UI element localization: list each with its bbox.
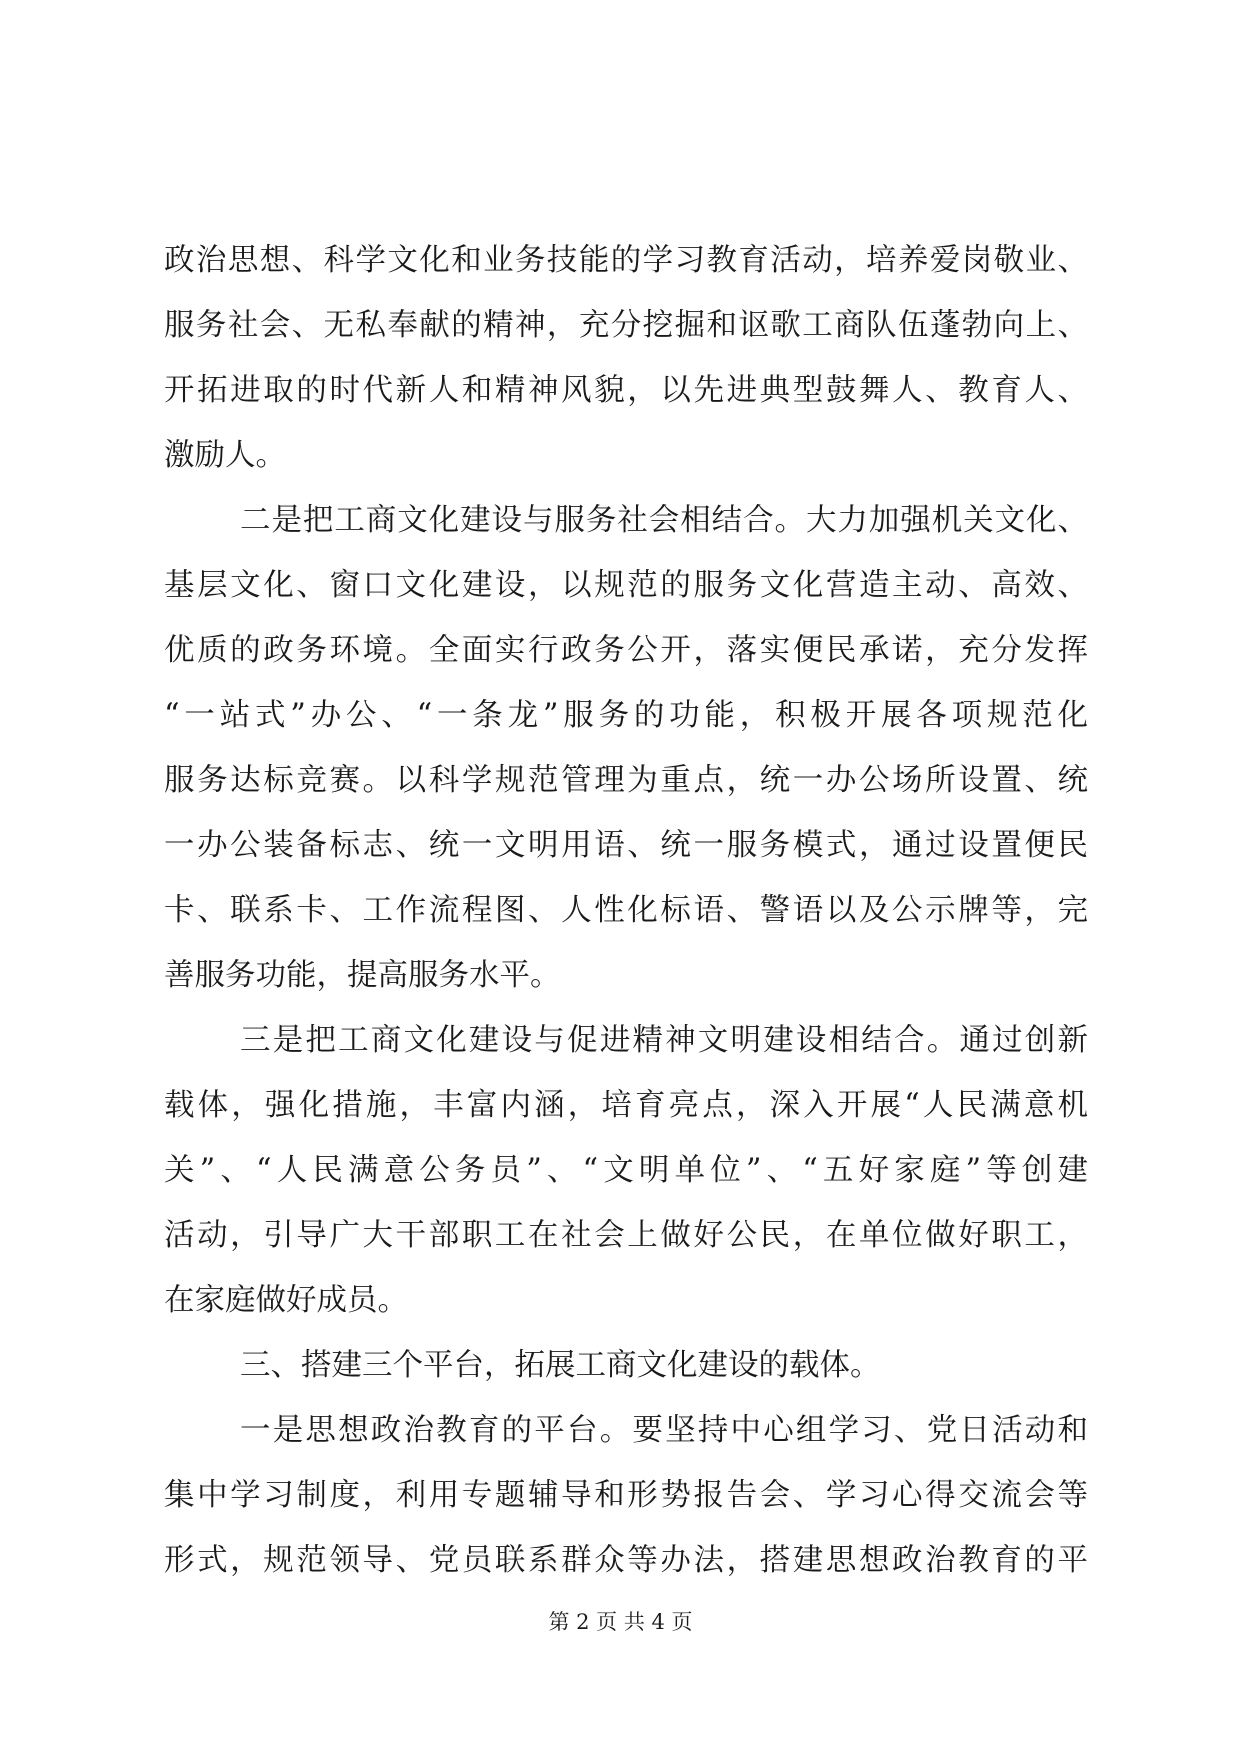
text-line: 服务社会、无私奉献的精神，充分挖掘和讴歌工商队伍蓬勃向上、 — [164, 308, 1088, 343]
text-line: 形式，规范领导、党员联系群众等办法，搭建思想政治教育的平 — [164, 1543, 1088, 1578]
text-line: 卡、联系卡、工作流程图、人性化标语、警语以及公示牌等，完 — [164, 893, 1088, 928]
text-line: 服务达标竞赛。以科学规范管理为重点，统一办公场所设置、统 — [164, 763, 1088, 798]
text-line: 集中学习制度，利用专题辅导和形势报告会、学习心得交流会等 — [164, 1478, 1088, 1513]
text-line: 激励人。 — [164, 438, 286, 473]
text-line: 活动，引导广大干部职工在社会上做好公民，在单位做好职工， — [164, 1218, 1088, 1253]
page-indicator: 第 2 页 共 4 页 — [548, 1610, 693, 1634]
paragraph-first-line: 三是把工商文化建设与促进精神文明建设相结合。通过创新 — [240, 1023, 1088, 1058]
page-footer — [0, 1606, 1241, 1636]
text-line: 善服务功能，提高服务水平。 — [164, 958, 561, 993]
text-line: “一站式”办公、“一条龙”服务的功能，积极开展各项规范化 — [164, 698, 1088, 733]
text-line: 开拓进取的时代新人和精神风貌，以先进典型鼓舞人、教育人、 — [164, 373, 1088, 408]
text-line: 载体，强化措施，丰富内涵，培育亮点，深入开展“人民满意机 — [164, 1088, 1088, 1123]
text-line: 关”、“人民满意公务员”、“文明单位”、“五好家庭”等创建 — [164, 1153, 1088, 1188]
text-line: 优质的政务环境。全面实行政务公开，落实便民承诺，充分发挥 — [164, 633, 1088, 668]
text-line: 政治思想、科学文化和业务技能的学习教育活动，培养爱岗敬业、 — [164, 243, 1088, 278]
text-line: 基层文化、窗口文化建设，以规范的服务文化营造主动、高效、 — [164, 568, 1088, 603]
section-heading: 三、搭建三个平台，拓展工商文化建设的载体。 — [240, 1348, 881, 1383]
text-line: 一办公装备标志、统一文明用语、统一服务模式，通过设置便民 — [164, 828, 1088, 863]
paragraph-first-line: 二是把工商文化建设与服务社会相结合。大力加强机关文化、 — [240, 503, 1088, 538]
document-body — [164, 228, 1088, 1593]
text-line: 在家庭做好成员。 — [164, 1283, 408, 1318]
paragraph-first-line: 一是思想政治教育的平台。要坚持中心组学习、党日活动和 — [240, 1413, 1088, 1448]
